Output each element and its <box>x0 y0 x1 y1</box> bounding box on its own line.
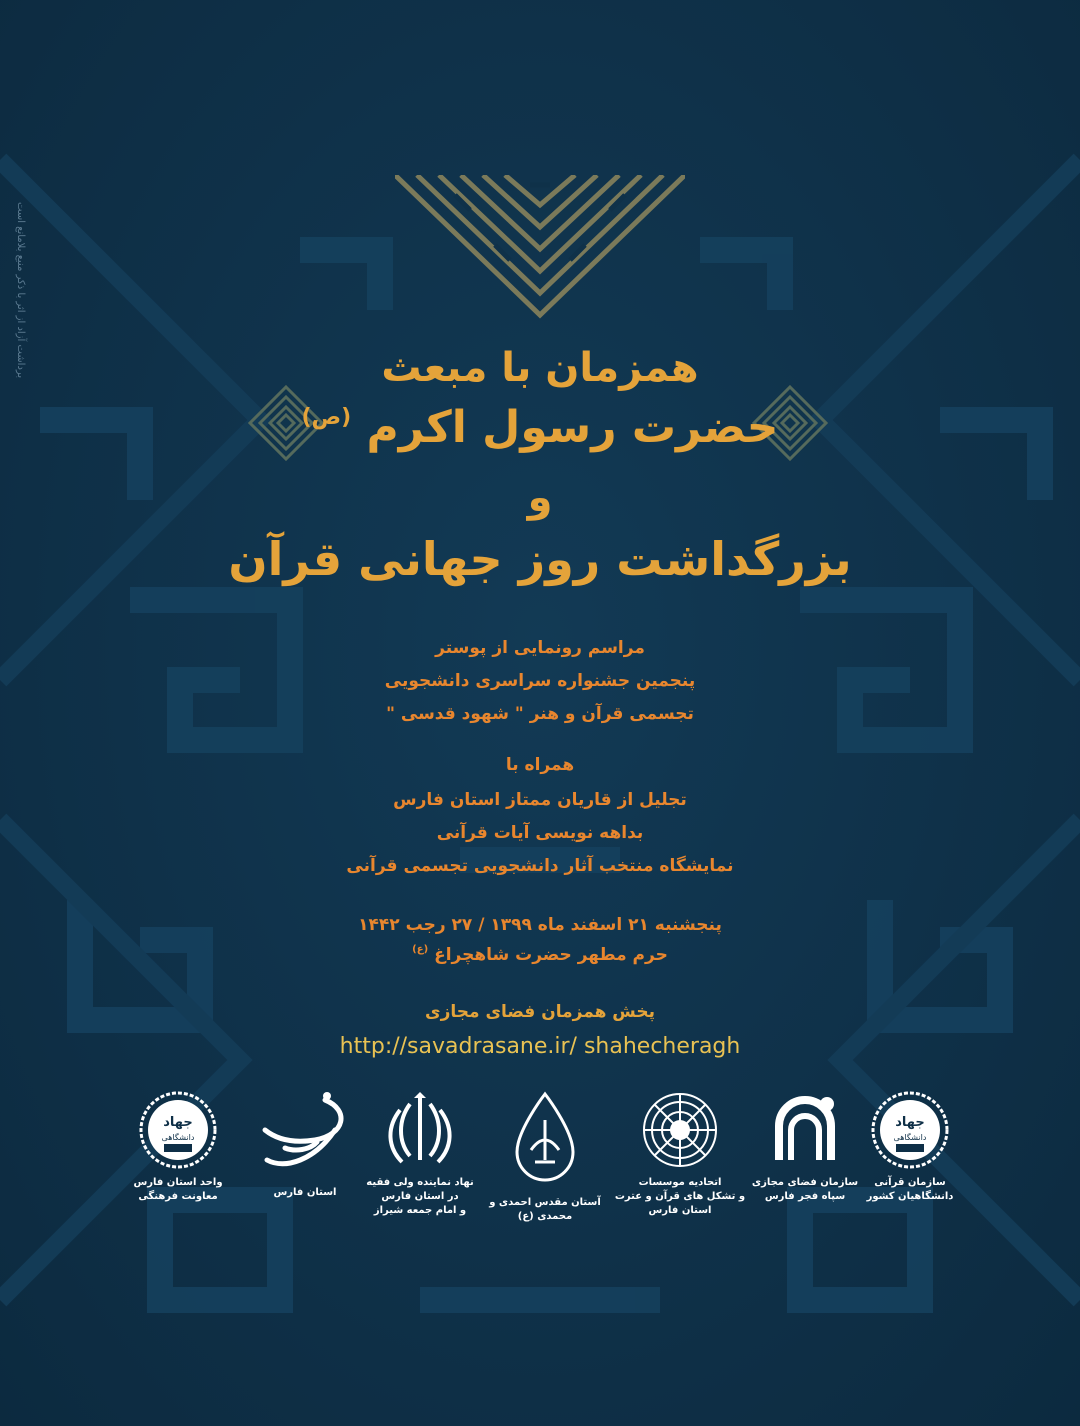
jahad-daneshgahi-seal-icon <box>870 1090 950 1170</box>
title-line-4: بزرگداشت روز جهانی قرآن <box>228 532 852 586</box>
event-venue <box>0 944 1080 965</box>
logo-sepah-fajr <box>735 1090 875 1204</box>
title-line-2 <box>0 402 1080 453</box>
calligraphy-teardrop-icon <box>505 1090 585 1190</box>
title-line-1: همزمان با مبعث <box>381 345 699 391</box>
side-note: برداشت آزاد از اثر با ذکر منبع بلامانع است <box>15 201 26 379</box>
seal-sub-text: دانشگاهی <box>893 1133 927 1142</box>
seal-badge-text: جهاد <box>163 1115 193 1130</box>
rosette-seal-icon <box>640 1090 720 1170</box>
logo-caption-line: سازمان قرآنی <box>874 1177 946 1188</box>
body-line-2: پنجمین جشنواره سراسری دانشجویی <box>384 671 696 691</box>
title-line-3: و <box>527 475 553 521</box>
tablighat-calligraphy-icon <box>255 1090 355 1180</box>
logo-caption-line: استان فارس <box>273 1187 337 1198</box>
logo-caption-line: واحد استان فارس <box>133 1177 223 1188</box>
logo-caption-line: آستان مقدس احمدی و محمدی (ع) <box>489 1197 601 1222</box>
jahad-daneshgahi-seal-icon <box>138 1090 218 1170</box>
logo-caption-line: استان فارس <box>648 1205 712 1216</box>
logo-caption-line: سازمان فضای مجازی <box>751 1177 859 1188</box>
logo-caption-line: دانشگاهیان کشور <box>866 1191 954 1202</box>
logo-caption-line: اتحادیه موسسات <box>638 1177 722 1188</box>
logo-caption-line: سپاه فجر فارس <box>764 1191 846 1202</box>
body-line-5: تجلیل از قاریان ممتاز استان فارس <box>393 790 687 810</box>
logo-caption-line: معاونت فرهنگی <box>138 1191 218 1202</box>
logo-caption-line: و تشکل های قرآن و عترت <box>614 1191 746 1202</box>
body-line-6: بداهه نویسی آیات قرآنی <box>436 823 644 843</box>
broadcast-url[interactable]: http://savadrasane.ir/ shahecheragh <box>339 1034 741 1059</box>
seal-sub-text: دانشگاهی <box>161 1133 195 1142</box>
title-honorific: (ص) <box>301 405 352 430</box>
logo-caption-line: و امام جمعه شیراز <box>373 1205 467 1216</box>
title-line-2-text: حضرت رسول اکرم <box>366 402 779 453</box>
venue-honorific: (ع) <box>412 944 429 955</box>
body-line-3: تجسمی قرآن و هنر " شهود قدسی " <box>386 704 694 724</box>
sepah-fajr-logo-icon <box>765 1090 845 1170</box>
logo-tablighat <box>235 1090 375 1200</box>
logo-caption-line: در استان فارس <box>381 1191 459 1202</box>
iran-emblem-icon <box>380 1090 460 1170</box>
logo-jahad-fars <box>108 1090 248 1204</box>
body-line-1: مراسم رونمایی از پوستر <box>435 638 645 658</box>
kufic-diamond-ornament <box>395 175 685 320</box>
logo-caption-line: نهاد نماینده ولی فقیه <box>366 1177 474 1188</box>
seal-badge-text: جهاد <box>895 1115 925 1130</box>
venue-text: حرم مطهر حضرت شاهچراغ <box>434 945 668 965</box>
body-line-4: همراه با <box>505 755 575 775</box>
logo-astan-ahmadi <box>475 1090 615 1224</box>
body-line-7: نمایشگاه منتخب آثار دانشجویی تجسمی قرآنی <box>346 856 734 876</box>
logo-union-quran <box>610 1090 750 1218</box>
broadcast-label: پخش همزمان فضای مجازی <box>425 1002 655 1022</box>
event-date: پنجشنبه ۲۱ اسفند ماه ۱۳۹۹ / ۲۷ رجب ۱۴۴۲ <box>358 915 722 935</box>
